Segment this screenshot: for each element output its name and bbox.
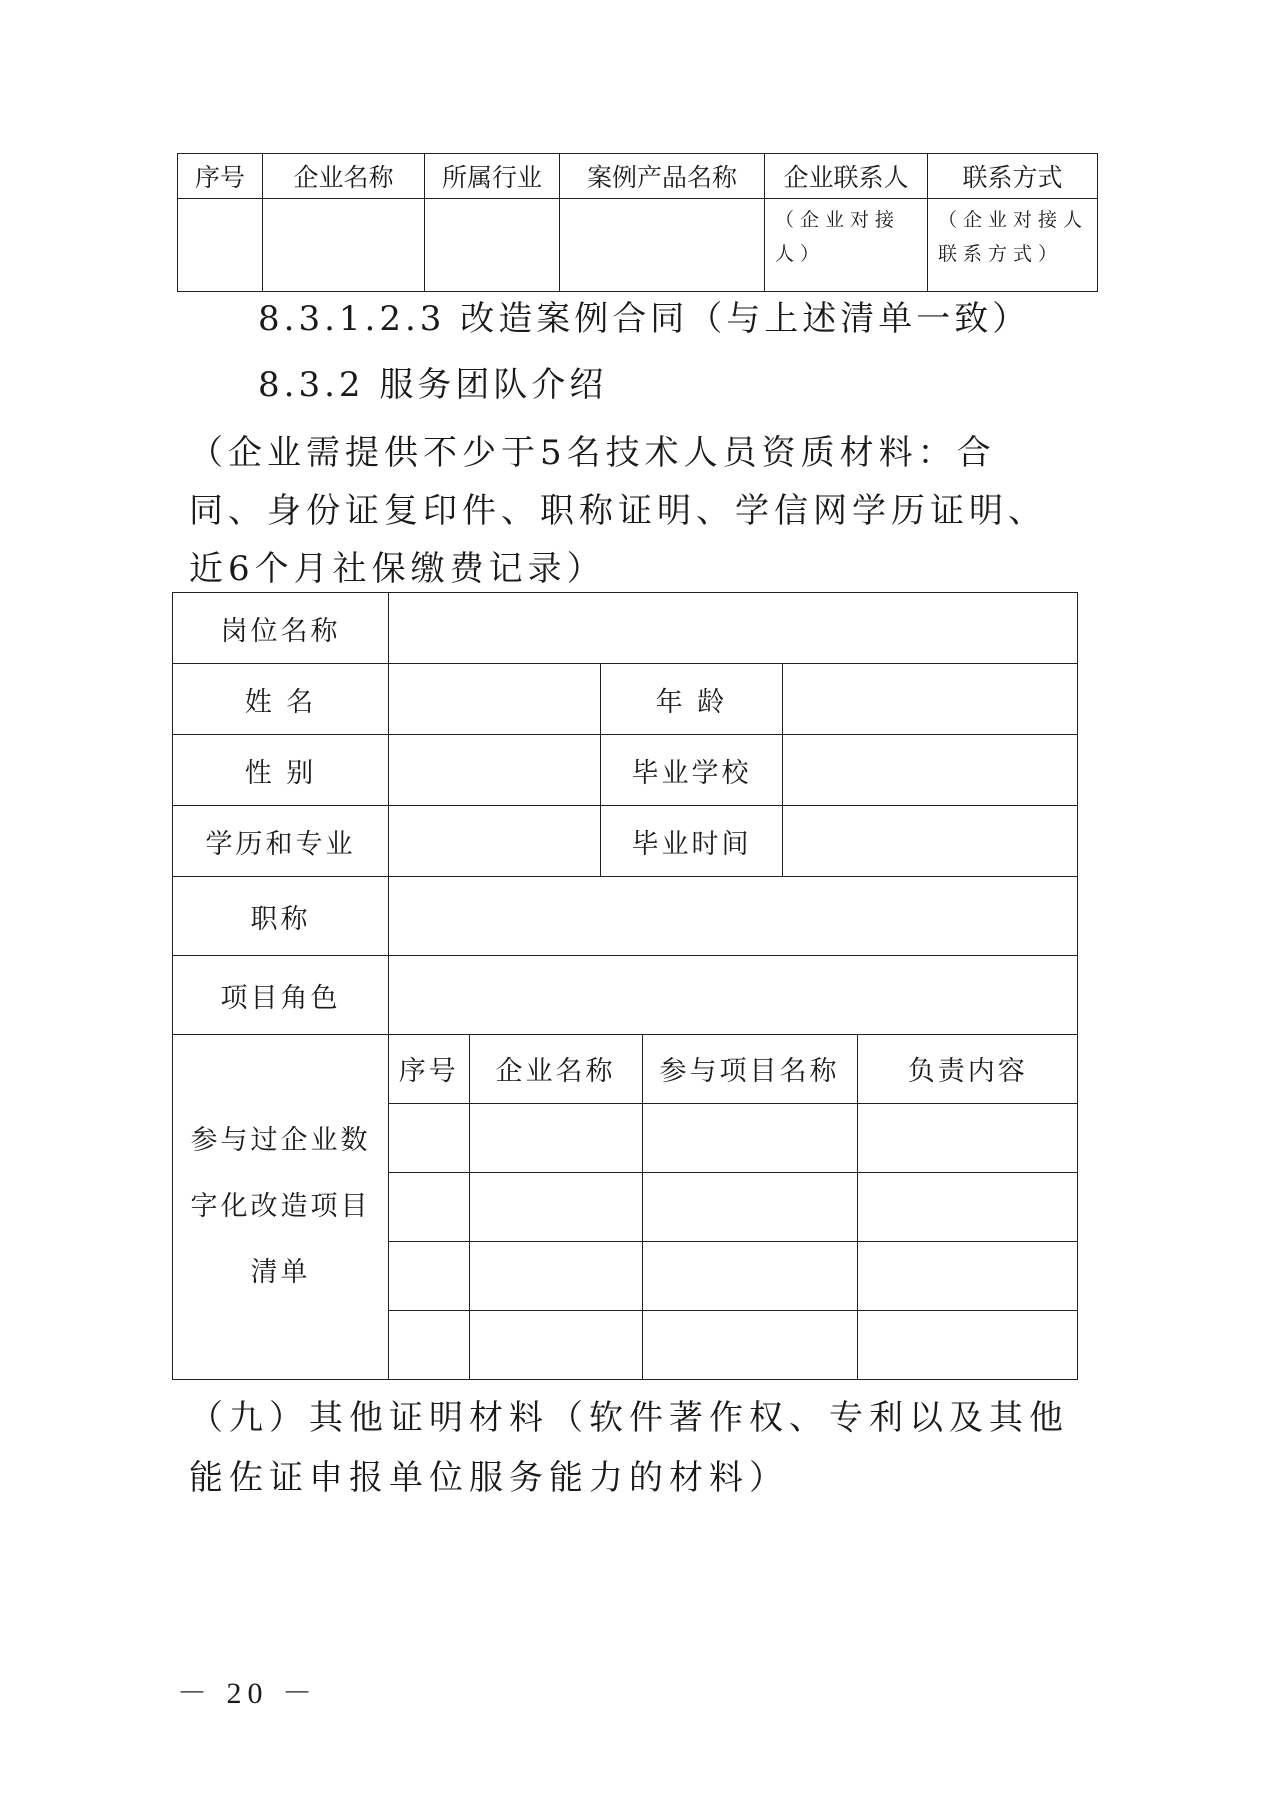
project-list-table — [389, 1035, 1078, 1379]
team-requirement-note: （企业需提供不少于5名技术人员资质材料：合同、身份证复印件、职称证明、学信网学历证明、近6个月社保缴费记录） — [189, 433, 1047, 589]
case-header-seq: 序号 — [178, 154, 263, 199]
label-education-major: 学历和专业 — [173, 806, 389, 877]
case-header-contact-method: 联系方式 — [928, 154, 1098, 199]
label-position-name: 岗位名称 — [173, 593, 389, 664]
case-cell-company — [263, 199, 425, 292]
label-age: 年 龄 — [601, 664, 783, 735]
case-cell-seq — [178, 199, 263, 292]
section-heading-8-3-1-2-3: 8.3.1.2.3 改造案例合同（与上述清单一致） — [258, 299, 1031, 339]
project-list-container — [389, 1035, 1078, 1380]
row-gender-school — [173, 735, 1078, 806]
row-position — [173, 593, 1078, 664]
case-table-header-row — [178, 154, 1098, 199]
row-project-role — [173, 956, 1078, 1035]
project-header-seq: 序号 — [389, 1035, 469, 1103]
project-list-row — [389, 1310, 1078, 1379]
section-nine-other-materials: （九）其他证明材料（软件著作权、专利以及其他能佐证申报单位服务能力的材料） — [189, 1398, 1069, 1498]
label-graduation-time: 毕业时间 — [601, 806, 783, 877]
row-title — [173, 877, 1078, 956]
project-list-row — [389, 1103, 1078, 1172]
value-age — [783, 664, 1078, 735]
value-name — [389, 664, 601, 735]
project-header-company: 企业名称 — [469, 1035, 642, 1103]
label-gender: 性 别 — [173, 735, 389, 806]
page-number: － 20 － — [177, 1677, 318, 1710]
case-header-company: 企业名称 — [263, 154, 425, 199]
case-cell-product — [560, 199, 765, 292]
case-header-industry: 所属行业 — [425, 154, 560, 199]
section-heading-8-3-2: 8.3.2 服务团队介绍 — [258, 365, 608, 405]
case-list-table — [177, 153, 1098, 292]
label-project-list: 参与过企业数字化改造项目清单 — [173, 1035, 389, 1380]
value-graduated-school — [783, 735, 1078, 806]
case-header-product: 案例产品名称 — [560, 154, 765, 199]
row-education-time — [173, 806, 1078, 877]
value-title — [389, 877, 1078, 956]
case-cell-contact-method-note: （企业对接人联系方式） — [928, 199, 1098, 292]
label-graduated-school: 毕业学校 — [601, 735, 783, 806]
case-table-row — [178, 199, 1098, 292]
project-list-row — [389, 1172, 1078, 1241]
label-title: 职称 — [173, 877, 389, 956]
value-education-major — [389, 806, 601, 877]
project-header-project: 参与项目名称 — [642, 1035, 857, 1103]
value-project-role — [389, 956, 1078, 1035]
case-cell-industry — [425, 199, 560, 292]
value-gender — [389, 735, 601, 806]
row-name-age — [173, 664, 1078, 735]
staff-info-table — [172, 592, 1078, 1380]
project-list-header-row — [389, 1035, 1078, 1103]
label-name: 姓 名 — [173, 664, 389, 735]
label-project-role: 项目角色 — [173, 956, 389, 1035]
value-position-name — [389, 593, 1078, 664]
project-header-responsibility: 负责内容 — [857, 1035, 1078, 1103]
row-project-list — [173, 1035, 1078, 1380]
case-header-contact-person: 企业联系人 — [765, 154, 928, 199]
case-cell-contact-person-note: （企业对接人） — [765, 199, 928, 292]
project-list-row — [389, 1241, 1078, 1310]
value-graduation-time — [783, 806, 1078, 877]
